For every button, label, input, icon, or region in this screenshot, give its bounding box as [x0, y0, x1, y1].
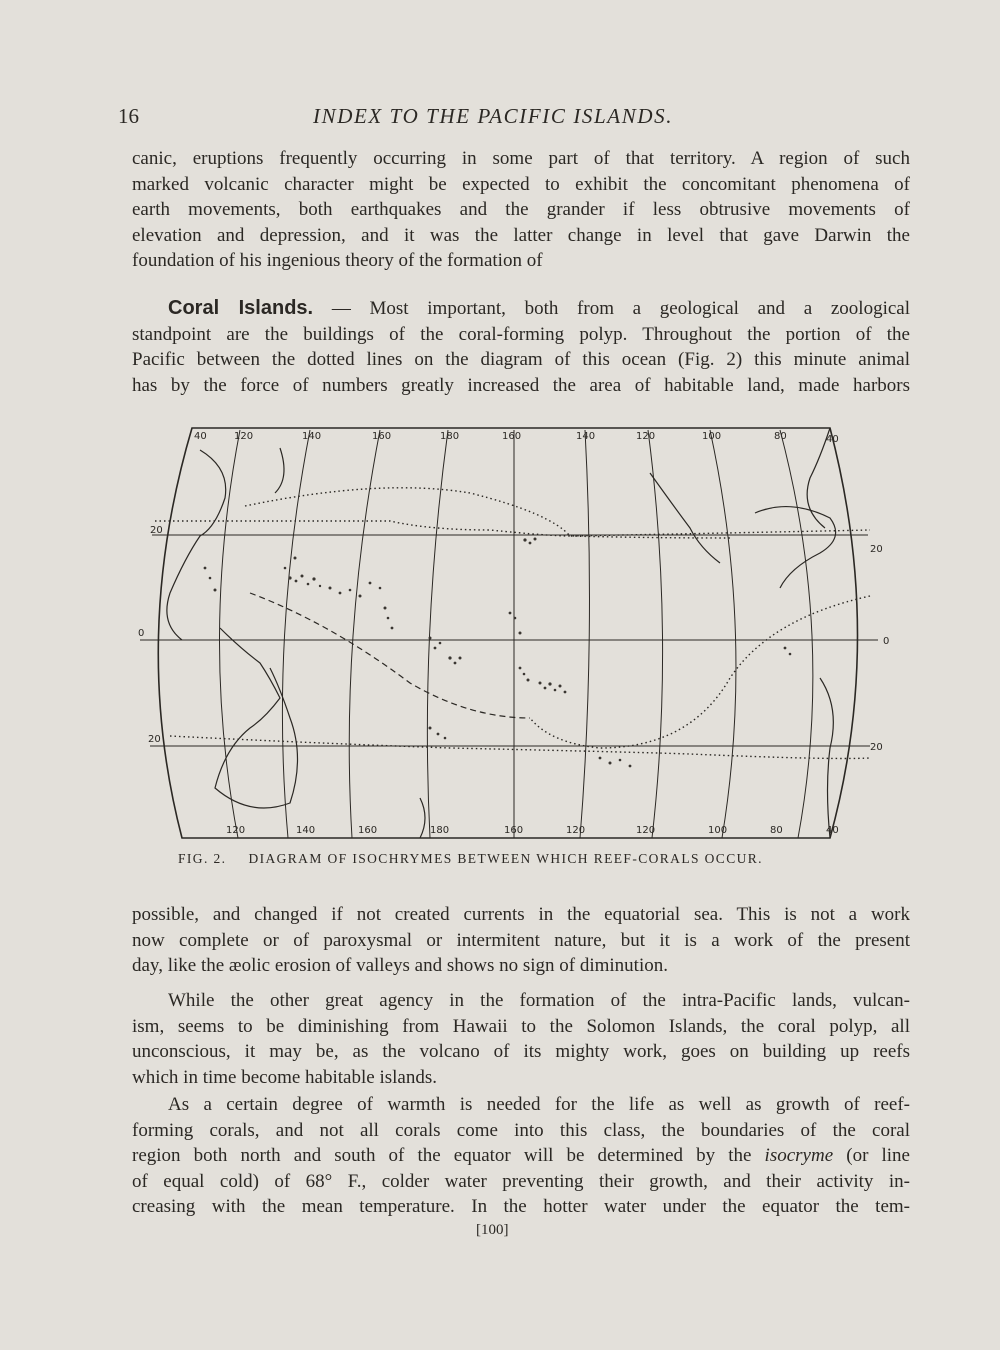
map-label: 160 — [502, 431, 522, 442]
text-line: which in time become habitable islands. — [132, 1066, 437, 1088]
paragraph-4 — [132, 988, 910, 1090]
map-label: 40 — [194, 431, 207, 442]
map-label: 40 — [826, 434, 839, 445]
map-label: 100 — [702, 431, 722, 442]
map-label: 140 — [302, 431, 322, 442]
text-line: foundation of his ingenious theory of the formation of — [132, 250, 543, 272]
text-line: day, like the æolic erosion of valleys and shows no sign of diminution. — [132, 955, 668, 977]
text-line: standpoint are the buildings of the coral-forming polyp. Throughout the portion of the — [132, 323, 910, 345]
parallels — [140, 535, 878, 746]
figure-caption-text: DIAGRAM OF ISOCHRYMES BETWEEN WHICH REEF-CORALS OCCUR. — [248, 851, 763, 866]
text-line: marked volcanic character might be expected to exhibit the concomitant phenomena of — [132, 173, 910, 195]
text-line: While the other great agency in the formation of the intra-Pacific lands, vulcan- — [168, 990, 910, 1011]
map-label: 40 — [826, 825, 839, 836]
map-label: 120 — [566, 825, 586, 836]
text-line: earth movements, both earthquakes and the grander if less obtrusive movements of — [132, 199, 910, 221]
folio-number: [100] — [476, 1222, 509, 1238]
bottom-degree-labels — [226, 825, 839, 836]
map-label: 120 — [234, 431, 254, 442]
text-line: forming corals, and not all corals come into this class, the boundaries of the coral — [132, 1119, 910, 1141]
figure-caption — [178, 851, 843, 867]
map-label: 20 — [870, 742, 883, 753]
text-line: of equal cold) of 68° F., colder water preventing their growth, and their activity in- — [132, 1170, 910, 1192]
paragraph-coral-islands — [132, 296, 910, 398]
map-label: 180 — [440, 431, 460, 442]
map-label: 20 — [150, 525, 163, 536]
map-label: 120 — [636, 431, 656, 442]
map-label: 20 — [148, 734, 161, 745]
map-label: 0 — [138, 628, 145, 639]
paragraph-3 — [132, 902, 910, 979]
map-label: 20 — [870, 544, 883, 555]
map-label: 140 — [296, 825, 316, 836]
pacific-isocryme-map — [130, 418, 890, 844]
map-label: 100 — [708, 825, 728, 836]
figure-number: FIG. 2. — [178, 851, 227, 866]
page-number: 16 — [118, 104, 139, 128]
heading-continuation: — Most important, both from a geological and a zoological — [331, 298, 911, 319]
section-heading: Coral Islands. — [168, 297, 314, 319]
text-segment: (or line — [833, 1145, 910, 1167]
map-label: 160 — [504, 825, 524, 836]
text-line: unconscious, it may be, as the volcano of its mighty work, goes on building up reefs — [132, 1041, 910, 1063]
map-label: 120 — [636, 825, 656, 836]
isocryme-term: isocryme — [764, 1145, 834, 1167]
text-line: ism, seems to be diminishing from Hawaii to the Solomon Islands, the coral polyp, all — [132, 1015, 910, 1037]
map-label: 120 — [226, 825, 246, 836]
text-line: Pacific between the dotted lines on the diagram of this ocean (Fig. 2) this minute animal — [132, 349, 910, 371]
map-label: 140 — [576, 431, 596, 442]
text-line — [132, 296, 910, 322]
text-line: canic, eruptions frequently occurring in some part of that territory. A region of such — [132, 148, 910, 169]
map-label: 160 — [372, 431, 392, 442]
text-line: has by the force of numbers greatly increased the area of habitable land, made harbors — [132, 374, 910, 396]
dashed-route — [250, 593, 530, 718]
map-frame — [158, 428, 857, 838]
map-label: 0 — [883, 636, 890, 647]
text-line: creasing with the mean temperature. In the hotter water under the equator the tem- — [132, 1196, 910, 1218]
running-title: INDEX TO THE PACIFIC ISLANDS. — [313, 104, 674, 128]
paragraph-5 — [132, 1092, 910, 1220]
top-degree-labels — [194, 431, 839, 445]
text-line — [132, 1143, 910, 1169]
coral-island-clusters — [204, 538, 792, 768]
paragraph-1 — [132, 146, 910, 274]
map-label: 80 — [774, 431, 787, 442]
text-line: elevation and depression, and it was the latter change in level that gave Darwin the — [132, 224, 910, 246]
meridians — [219, 430, 812, 838]
text-line: possible, and changed if not created currents in the equatorial sea. This is not a work — [132, 904, 910, 925]
text-line: now complete or of paroxysmal or intermitent nature, but it is a work of the present — [132, 929, 910, 951]
text-line: As a certain degree of warmth is needed for the life as well as growth of reef- — [168, 1094, 910, 1115]
map-label: 80 — [770, 825, 783, 836]
map-label: 180 — [430, 825, 450, 836]
text-segment: region both north and south of the equator will be determined by the — [132, 1145, 752, 1167]
map-label: 160 — [358, 825, 378, 836]
